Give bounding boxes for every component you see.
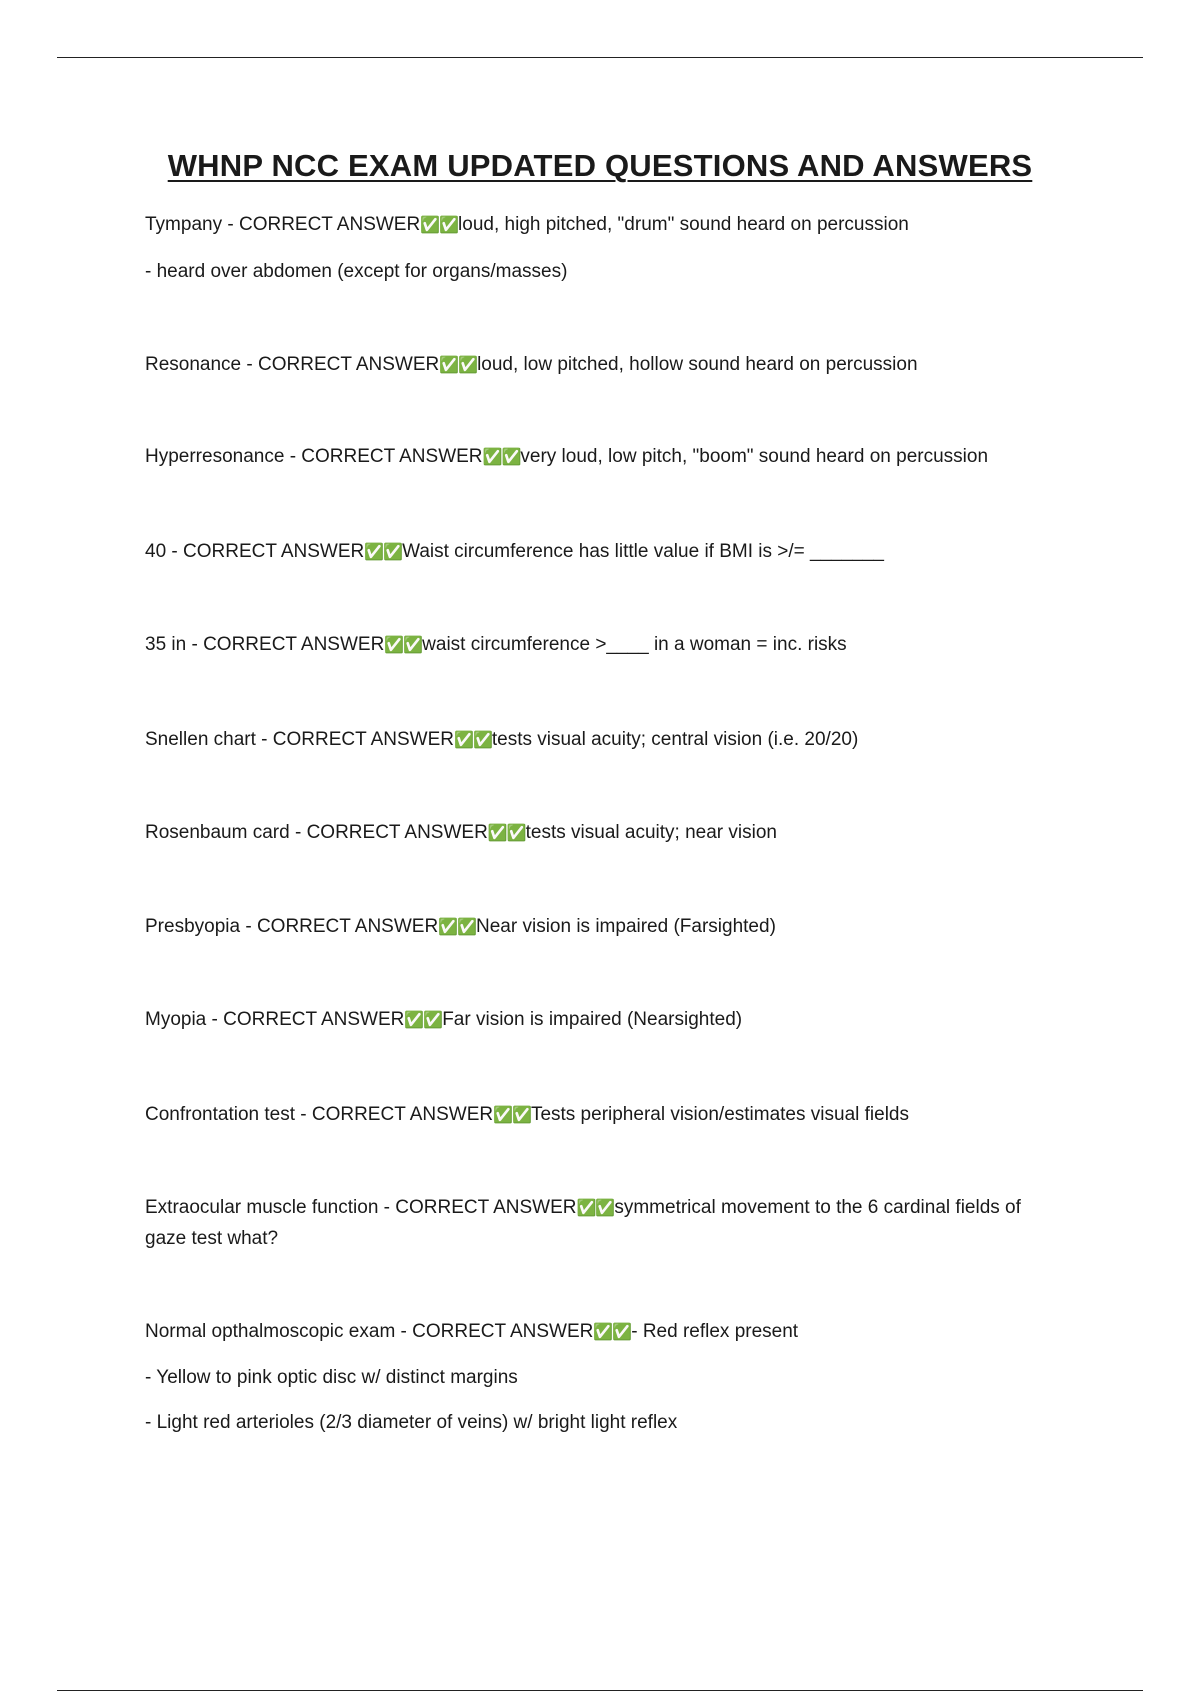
entry-answer: Far vision is impaired (Nearsighted) [442,1009,743,1030]
entry-term: Tympany - CORRECT ANSWER [145,214,421,235]
entry-answer: loud, high pitched, "drum" sound heard on percussion [458,214,909,235]
check-marks-icon: ✅✅ [420,215,459,234]
entry-line [145,1005,742,1035]
entry-answer: waist circumference >____ in a woman = inc. risks [422,634,847,655]
entry-answer: Near vision is impaired (Farsighted) [476,916,776,937]
check-marks-icon: ✅✅ [487,823,526,842]
check-marks-icon: ✅✅ [364,542,403,561]
check-marks-icon: ✅✅ [439,355,478,374]
entry-extra-line: - Light red arterioles (2/3 diameter of veins) w/ bright light reflex [145,1412,678,1433]
entry-line [145,537,884,567]
check-marks-icon: ✅✅ [593,1322,632,1341]
entry-term: Extraocular muscle function - CORRECT ANSWER [145,1197,577,1218]
entry-extra-line: gaze test what? [145,1228,279,1249]
entry-term: 40 - CORRECT ANSWER [145,541,365,562]
entry-term: Resonance - CORRECT ANSWER [145,354,440,375]
check-marks-icon: ✅✅ [454,730,492,749]
entry-extra-line: - heard over abdomen (except for organs/masses) [145,261,568,282]
entry-term: Rosenbaum card - CORRECT ANSWER [145,822,488,843]
entry-term: Confrontation test - CORRECT ANSWER [145,1104,494,1125]
entry-line [145,912,776,942]
entry-answer: tests visual acuity; central vision (i.e. 20/20) [491,729,859,750]
check-marks-icon: ✅✅ [384,635,423,654]
entry-term: Presbyopia - CORRECT ANSWER [145,916,439,937]
check-marks-icon: ✅✅ [576,1198,615,1217]
entry-line [145,1193,1021,1223]
header-rule [57,57,1143,58]
check-marks-icon: ✅✅ [438,917,477,936]
check-marks-icon: ✅✅ [482,447,521,466]
entry-answer: Waist circumference has little value if BMI is >/= _______ [402,541,884,562]
entry-term: Myopia - CORRECT ANSWER [145,1009,405,1030]
check-marks-icon: ✅✅ [493,1105,531,1124]
entry-line [145,630,847,660]
entry-term: Snellen chart - CORRECT ANSWER [145,729,455,750]
entry-line [145,1317,798,1347]
entry-extra-line: - Yellow to pink optic disc w/ distinct margins [145,1367,518,1388]
entry-term: 35 in - CORRECT ANSWER [145,634,385,655]
check-marks-icon: ✅✅ [404,1010,443,1029]
entry-term: Hyperresonance - CORRECT ANSWER [145,446,483,467]
footer-rule [57,1690,1143,1691]
entry-line [145,725,858,755]
entry-answer: tests visual acuity; near vision [525,822,777,843]
entry-line [145,1100,909,1130]
entry-line [145,350,918,380]
entry-answer: loud, low pitched, hollow sound heard on percussion [477,354,918,375]
entry-answer: - Red reflex present [631,1321,799,1342]
entry-line [145,442,988,472]
entry-answer: symmetrical movement to the 6 cardinal fields of [614,1197,1021,1218]
entry-line [145,818,777,848]
entry-answer: Tests peripheral vision/estimates visual fields [530,1104,909,1125]
document-title: WHNP NCC EXAM UPDATED QUESTIONS AND ANSWERS [167,148,1033,183]
entry-answer: very loud, low pitch, "boom" sound heard on percussion [520,446,989,467]
entry-line [145,210,909,240]
entry-term: Normal opthalmoscopic exam - CORRECT ANSWER [145,1321,594,1342]
